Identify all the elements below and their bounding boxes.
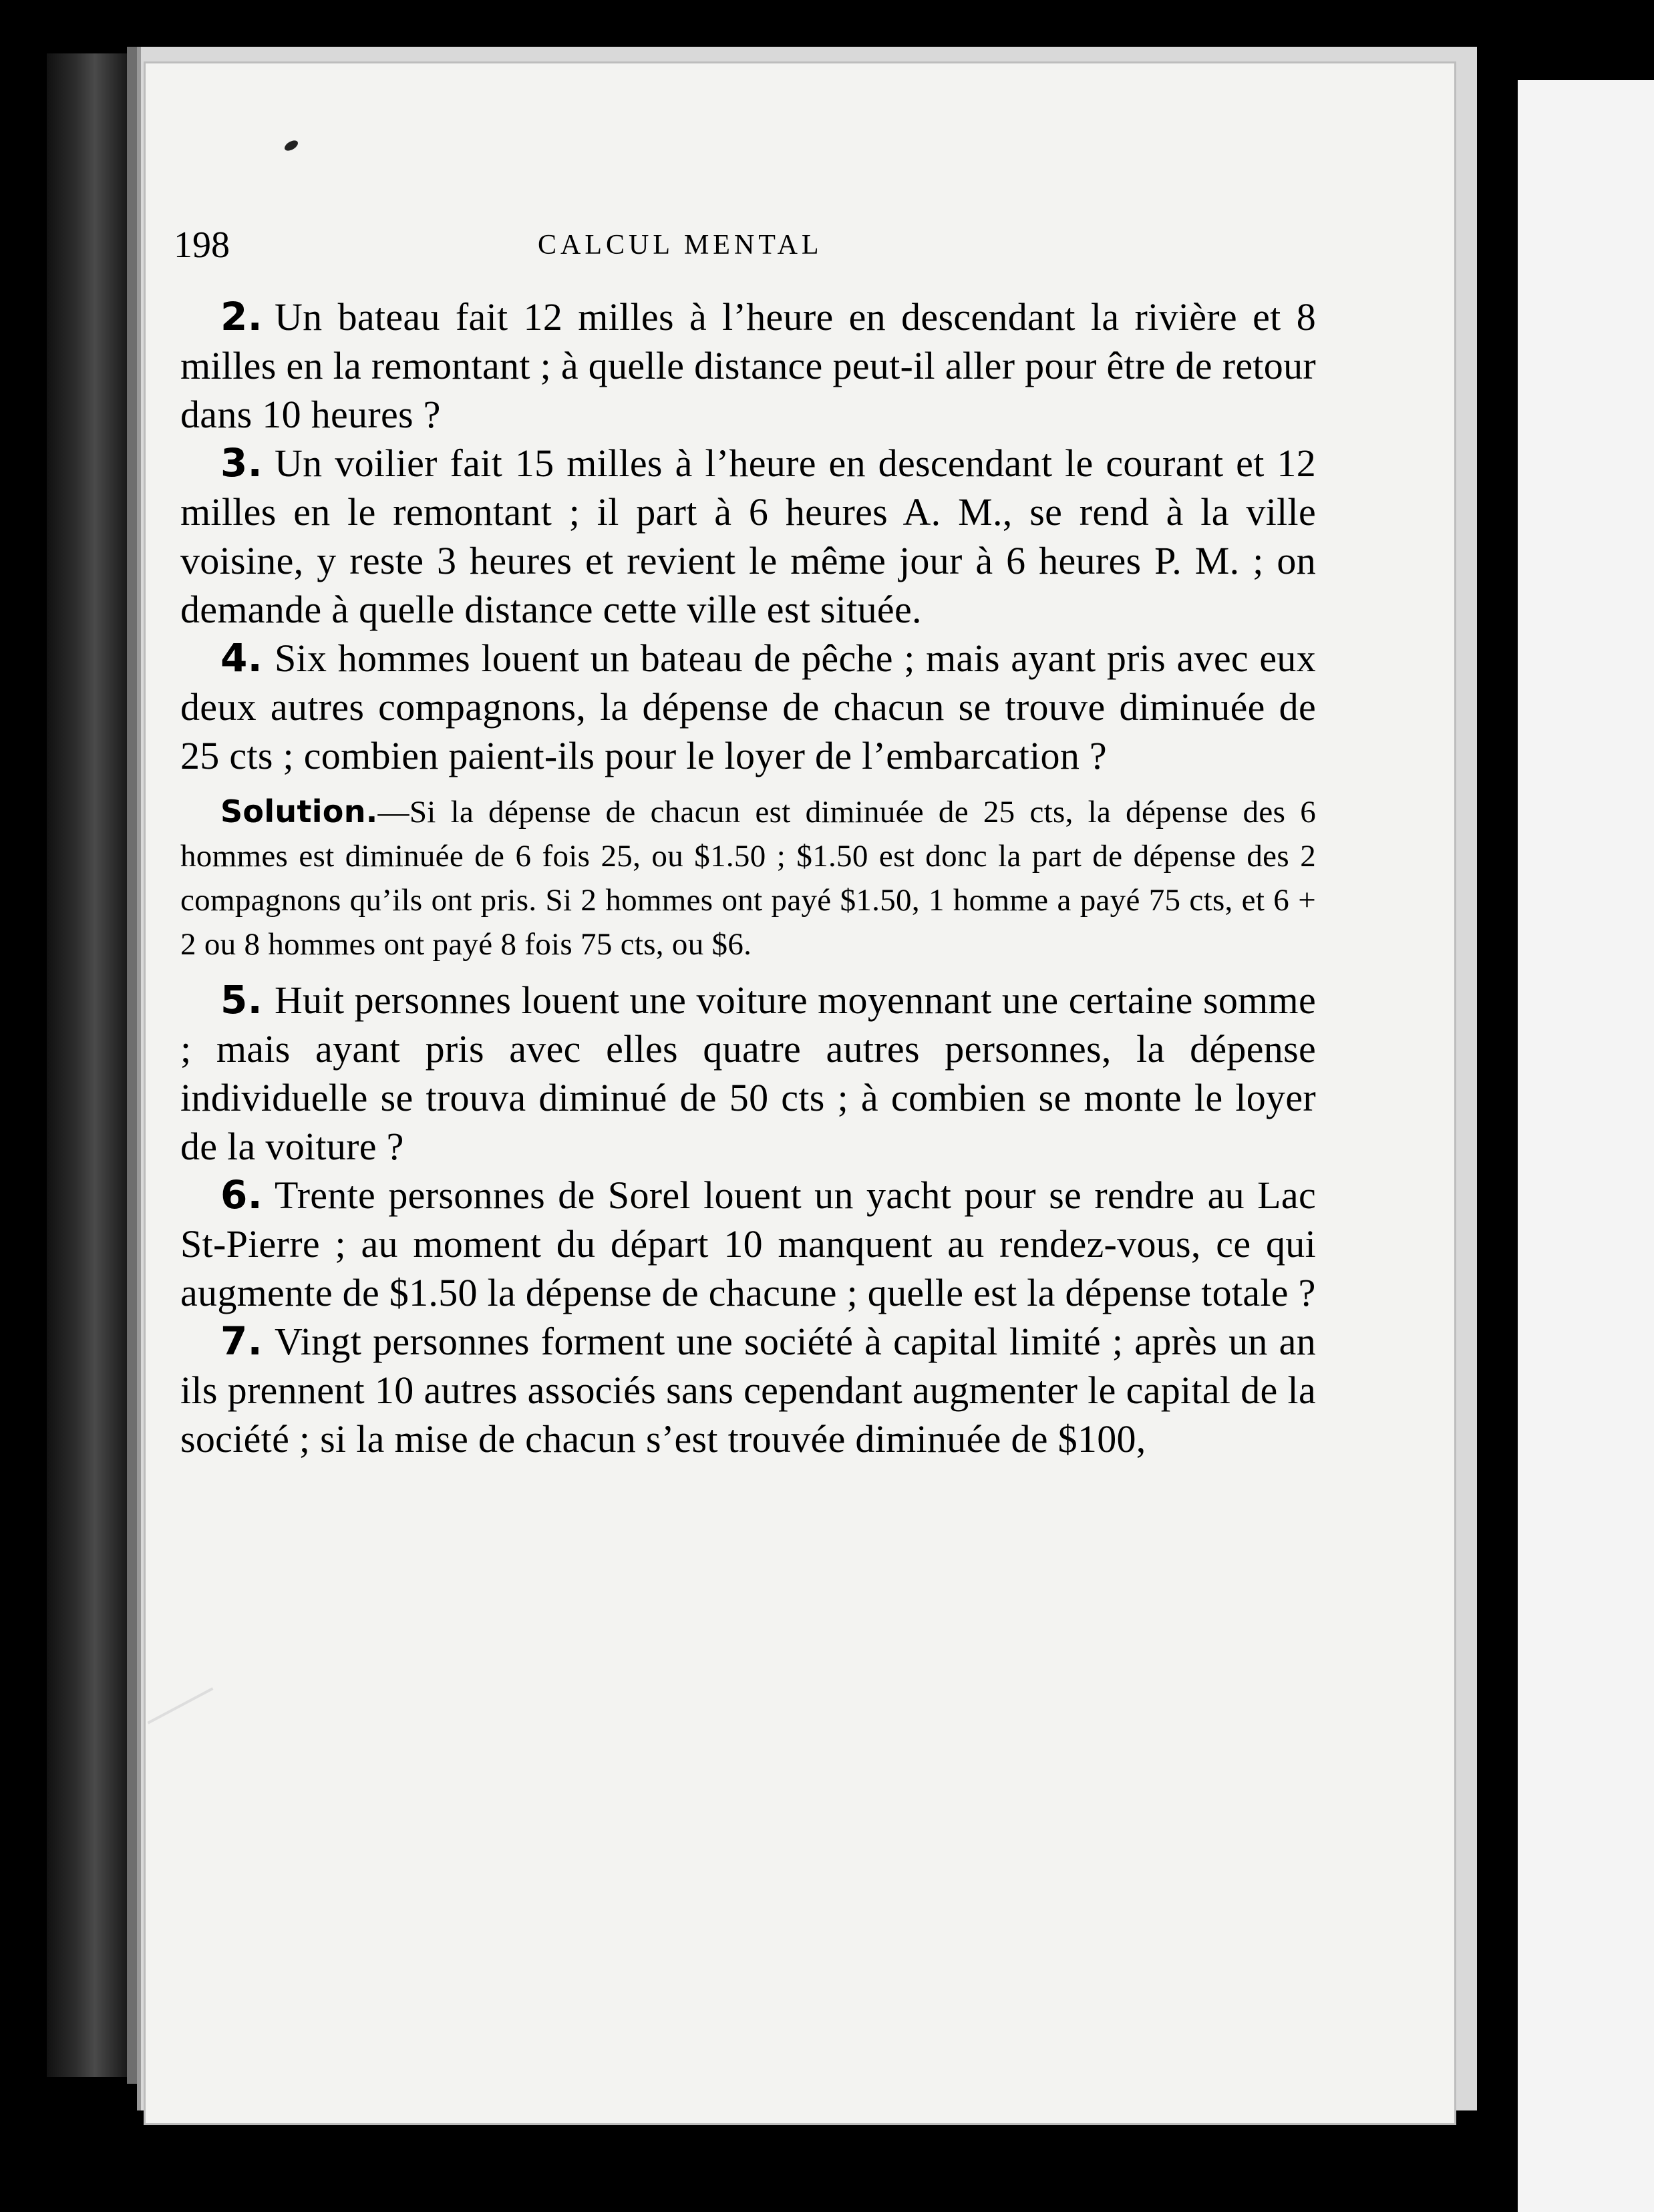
- problem-4: [180, 634, 1316, 780]
- problem-6: [180, 1171, 1316, 1317]
- problem-text: Huit personnes louent une voiture moyennant une certaine somme ; mais ayant pris avec elles quatre autres personnes, la dépense individuelle se trouva diminué de 50 cts ; à combien se monte le loyer de la voiture ?: [180, 978, 1316, 1168]
- scan-scratch: [147, 1687, 213, 1724]
- problem-number: 7.: [220, 1318, 263, 1364]
- problem-text: Un voilier fait 15 milles à l’heure en descendant le courant et 12 milles en le remontant ; il part à 6 heures A. M., se rend à la ville voisine, y reste 3 heures et revient le même jour à 6 heures P. M. ; on demande à quelle distance cette ville est située.: [180, 441, 1316, 631]
- solution-label: Solution.: [220, 793, 378, 830]
- page-number: 198: [174, 224, 230, 266]
- problem-5: [180, 976, 1316, 1171]
- problem-text: Six hommes louent un bateau de pêche ; mais ayant pris avec eux deux autres compagnons, la dépense de chacun se trouve diminuée de 25 cts ; combien paient-ils pour le loyer de l’embarcation ?: [180, 636, 1316, 777]
- problem-number: 6.: [220, 1172, 263, 1218]
- problem-2: [180, 293, 1316, 439]
- problem-number: 4.: [220, 635, 263, 681]
- ink-smudge: [283, 138, 299, 152]
- solution-block: [180, 789, 1316, 966]
- page-body: [180, 293, 1316, 1463]
- problem-text: Trente personnes de Sorel louent un yacht pour se rendre au Lac St-Pierre ; au moment du départ 10 manquent au rendez-vous, ce qui augmente de $1.50 la dépense de chacune ; quelle est la dépense totale ?: [180, 1173, 1316, 1314]
- problem-3: [180, 439, 1316, 634]
- problem-7: [180, 1317, 1316, 1463]
- facing-page-edge: [1518, 80, 1654, 2212]
- problem-text: Vingt personnes forment une société à capital limité ; après un an ils prennent 10 autres associés sans cependant augmenter le capital de la société ; si la mise de chacun s’est trouvée diminuée de $100,: [180, 1320, 1316, 1461]
- problem-number: 5.: [220, 977, 263, 1023]
- running-head: [174, 224, 975, 277]
- problem-number: 3.: [220, 440, 263, 486]
- solution-text: —Si la dépense de chacun est diminuée de 25 cts, la dépense des 6 hommes est diminuée de 6 fois 25, ou $1.50 ; $1.50 est donc la part de dépense des 2 compagnons qu’ils ont pris. Si 2 hommes ont payé $1.50, 1 homme a payé 75 cts, et 6 + 2 ou 8 hommes ont payé 8 fois 75 cts, ou $6.: [180, 795, 1316, 962]
- running-title: CALCUL MENTAL: [538, 230, 823, 260]
- problem-text: Un bateau fait 12 milles à l’heure en descendant la rivière et 8 milles en la remontant ; à quelle distance peut-il aller pour être de retour dans 10 heures ?: [180, 295, 1316, 436]
- book-spine: [47, 53, 127, 2077]
- problem-number: 2.: [220, 294, 263, 339]
